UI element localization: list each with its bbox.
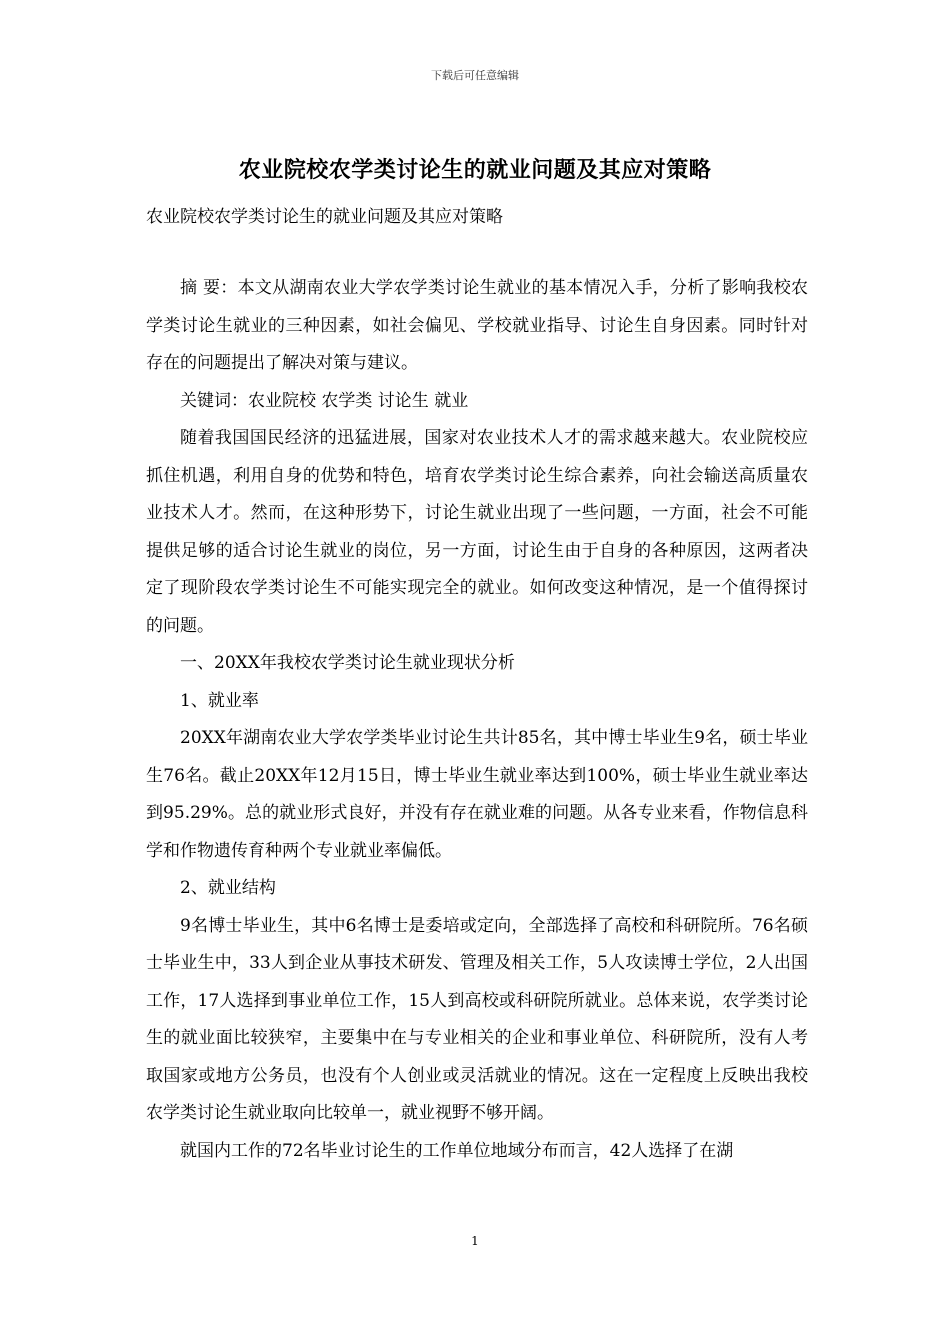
abstract-paragraph: 摘 要：本文从湖南农业大学农学类讨论生就业的基本情况入手，分析了影响我校农学类讨论生就业的三种因素，如社会偏见、学校就业指导、讨论生自身因素。同时针对存在的问题提出了解决对策与建议。: [146, 278, 808, 373]
document-title: 农业院校农学类讨论生的就业问题及其应对策略: [238, 157, 712, 183]
subsection-heading: 2、就业结构: [180, 878, 276, 898]
body-text: [146, 270, 808, 1170]
keywords-paragraph: 关键词：农业院校 农学类 讨论生 就业: [180, 390, 469, 411]
employment-rate-paragraph: 20XX年湖南农业大学农学类毕业讨论生共计85名，其中博士毕业生9名，硕士毕业生76名。截止20XX年12月15日，博士毕业生就业率达到100%，硕士毕业生就业率达到95.29%。总的就业形式良好，并没有存在就业难的问题。从各专业来看，作物信息科学和作物遗传育种两个专业就业率偏低。: [146, 728, 808, 861]
header-note: 下载后可任意编辑: [431, 69, 519, 82]
employment-structure-paragraph: 9名博士毕业生，其中6名博士是委培或定向，全部选择了高校和科研院所。76名硕士毕业生中，33人到企业从事技术研发、管理及相关工作，5人攻读博士学位，2人出国工作，17人选择到事业单位工作，15人到高校或科研院所就业。总体来说，农学类讨论生的就业面比较狭窄，主要集中在与专业相关的企业和事业单位、科研院所，没有人考取国家或地方公务员，也没有个人创业或灵活就业的情况。这在一定程度上反映出我校农学类讨论生就业取向比较单一，就业视野不够开阔。: [146, 915, 808, 1123]
subsection-heading: 1、就业率: [180, 690, 259, 711]
document-subtitle: 农业院校农学类讨论生的就业问题及其应对策略: [146, 207, 503, 227]
section-heading: 一、20XX年我校农学类讨论生就业现状分析: [180, 653, 515, 673]
regional-distribution-paragraph: 就国内工作的72名毕业讨论生的工作单位地域分布而言，42人选择了在湖: [180, 1140, 734, 1161]
intro-paragraph: 随着我国国民经济的迅猛进展，国家对农业技术人才的需求越来越大。农业院校应抓住机遇，利用自身的优势和特色，培育农学类讨论生综合素养，向社会输送高质量农业技术人才。然而，在这种形势下，讨论生就业出现了一些问题，一方面，社会不可能提供足够的适合讨论生就业的岗位，另一方面，讨论生由于自身的各种原因，这两者决定了现阶段农学类讨论生不可能实现完全的就业。如何改变这种情况，是一个值得探讨的问题。: [146, 428, 808, 636]
page-number: 1: [471, 1234, 479, 1248]
